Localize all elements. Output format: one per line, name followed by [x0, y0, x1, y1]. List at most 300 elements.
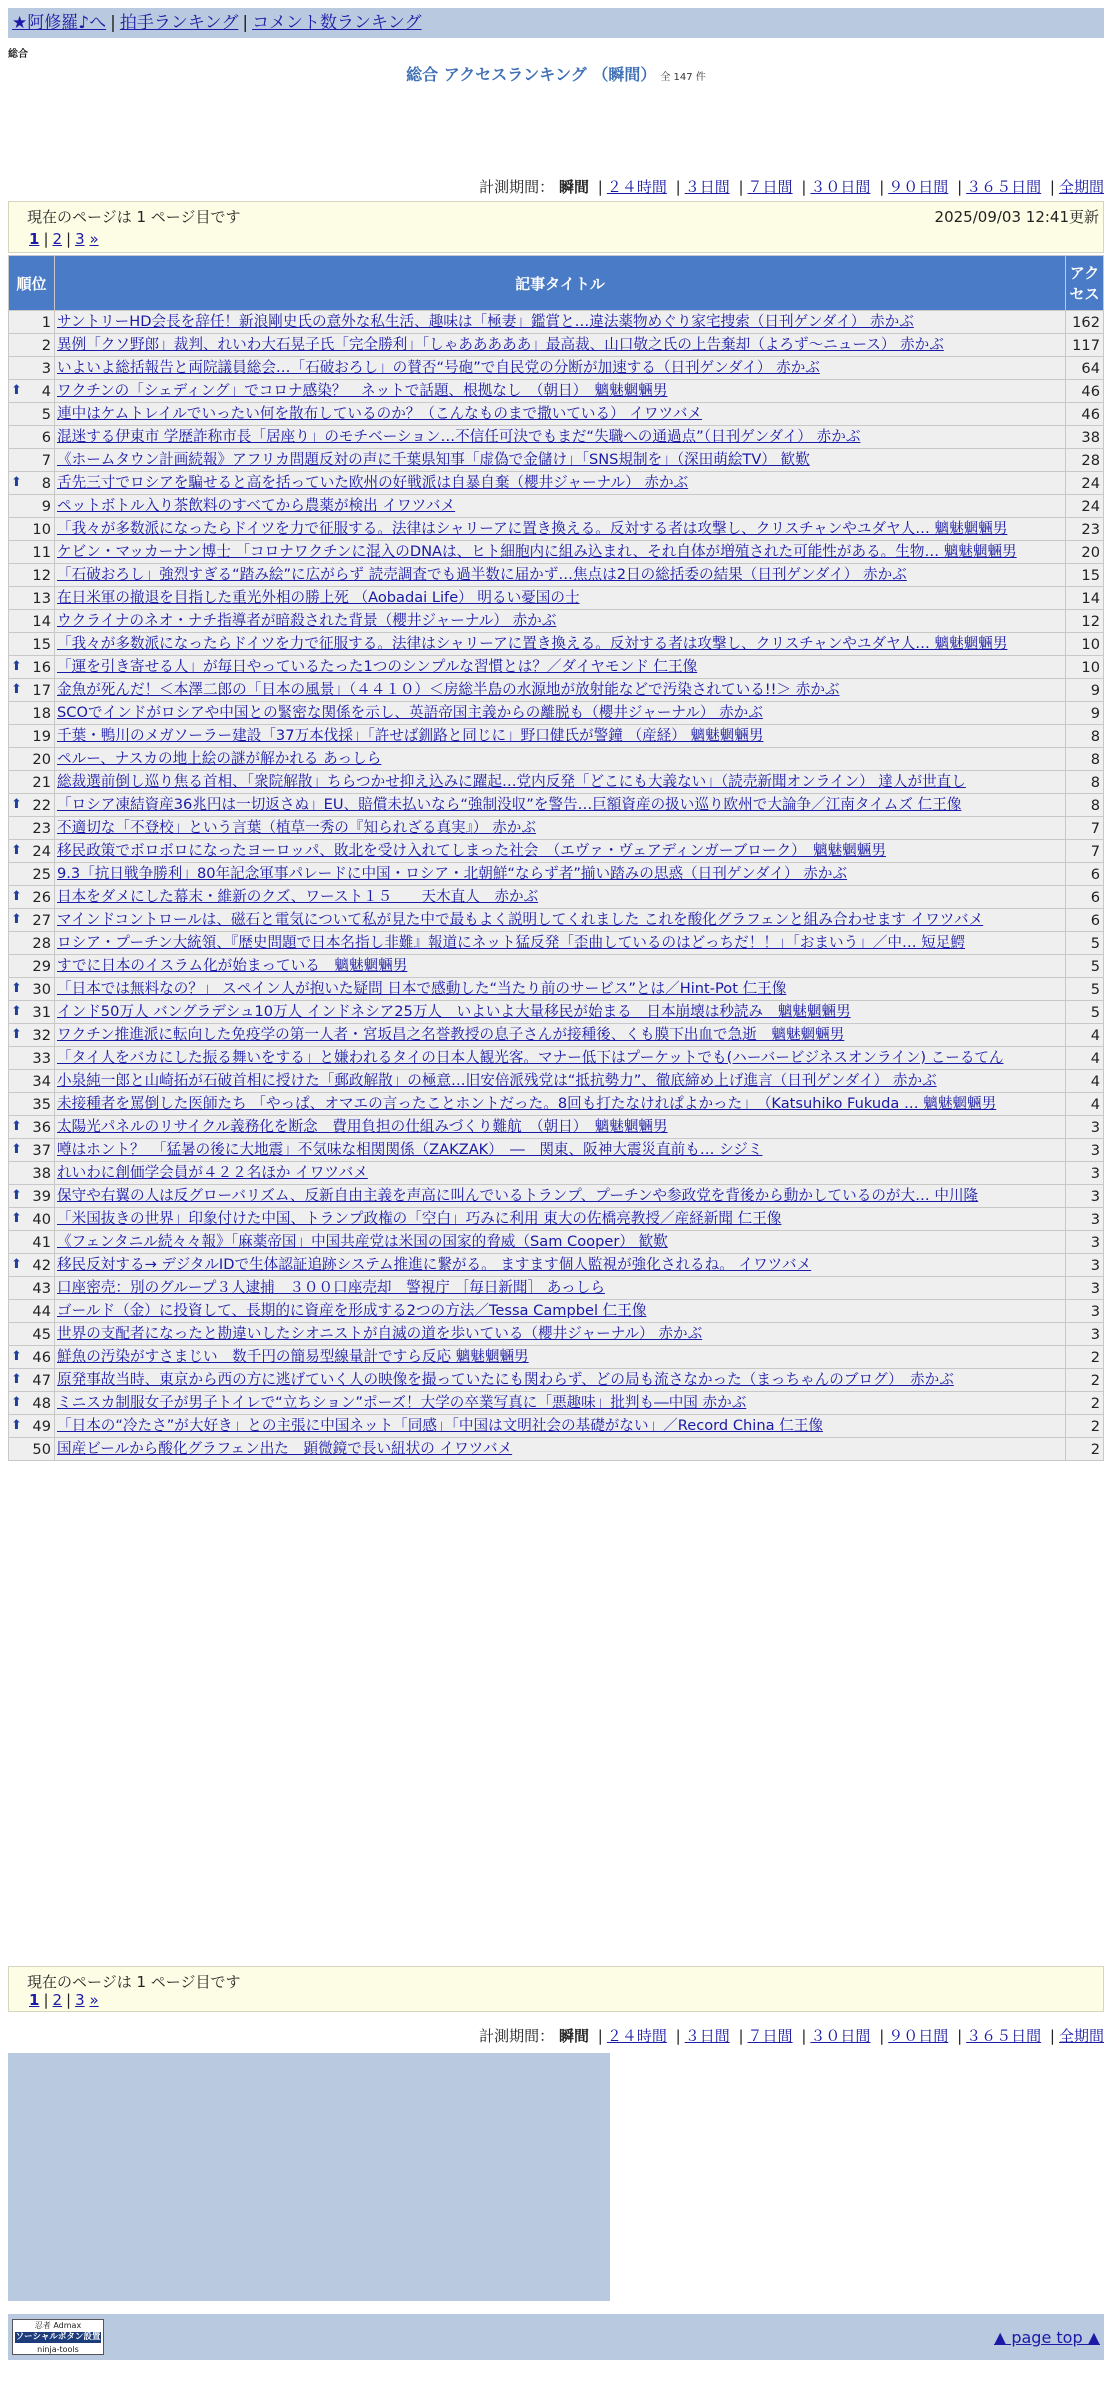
article-link[interactable]: 「米国抜きの世界」印象付けた中国、トランプ政権の「空白」巧みに利用 東大の佐橋亮教授／産経新聞 仁王像 — [57, 1210, 782, 1227]
period-separator: | — [597, 178, 603, 196]
rank-number: 39 — [32, 1187, 51, 1205]
title-cell — [55, 1116, 1066, 1139]
table-row — [9, 886, 1104, 909]
article-link[interactable]: ゴールド（金）に投資して、長期的に資産を形成する2つの方法／Tessa Campbel 仁王像 — [57, 1302, 647, 1319]
rank-number: 38 — [32, 1164, 51, 1182]
total-count: 全 147 件 — [660, 72, 706, 83]
period-separator: | — [597, 2027, 603, 2045]
rank-cell — [9, 771, 55, 794]
title-cell — [55, 357, 1066, 380]
access-count: 7 — [1066, 817, 1104, 840]
rank-cell — [9, 748, 55, 771]
table-row — [9, 1438, 1104, 1461]
title-cell — [55, 311, 1066, 334]
rank-cell — [9, 495, 55, 518]
rank-number: 11 — [32, 543, 51, 561]
article-link[interactable]: 異例「クソ野郎」裁判、れいわ大石晃子氏「完全勝利」「しゃあああああ」最高裁、山口敬之氏の上告棄却（よろず〜ニュース） 赤かぶ — [57, 336, 944, 353]
table-row — [9, 794, 1104, 817]
rank-cell — [9, 633, 55, 656]
access-count: 12 — [1066, 610, 1104, 633]
rank-number: 14 — [32, 612, 51, 630]
access-count: 15 — [1066, 564, 1104, 587]
article-link[interactable]: 移民政策でボロボロになったヨーロッパ、敗北を受け入れてしまった社会 （エヴァ・ヴェアディンガーブローク） 魑魅魍魎男 — [57, 842, 886, 859]
rank-cell — [9, 1024, 55, 1047]
access-count: 9 — [1066, 679, 1104, 702]
rank-up-arrow-icon: ⬆ — [11, 1210, 22, 1226]
article-link[interactable]: 舌先三寸でロシアを騙せると高を括っていた欧州の好戦派は自暴自棄（櫻井ジャーナル） 赤かぶ — [57, 474, 689, 491]
title-cell — [55, 702, 1066, 725]
top-nav-bar — [8, 8, 1104, 38]
rank-cell — [9, 311, 55, 334]
access-count: 3 — [1066, 1277, 1104, 1300]
article-link[interactable]: 「我々が多数派になったらドイツを力で征服する。法律はシャリーアに置き換える。反対する者は攻撃し、クリスチャンやユダヤ人… 魑魅魍魎男 — [57, 520, 1008, 537]
rank-cell — [9, 610, 55, 633]
article-link[interactable]: サントリーHD会長を辞任！新浪剛史氏の意外な私生活、趣味は「極妻」鑑賞と…違法薬物めぐり家宅捜索（日刊ゲンダイ） 赤かぶ — [57, 313, 914, 330]
rank-number: 27 — [32, 911, 51, 929]
rank-number: 35 — [32, 1095, 51, 1113]
access-count: 7 — [1066, 840, 1104, 863]
article-link[interactable]: SCOでインドがロシアや中国との緊密な関係を示し、英語帝国主義からの離脱も（櫻井ジャーナル） 赤かぶ — [57, 704, 763, 721]
rank-cell — [9, 472, 55, 495]
access-count: 8 — [1066, 725, 1104, 748]
access-count: 4 — [1066, 1070, 1104, 1093]
rank-cell — [9, 334, 55, 357]
title-cell — [55, 1323, 1066, 1346]
rank-number: 6 — [41, 428, 51, 446]
period-current: 瞬間 — [558, 178, 589, 196]
period-link-365d[interactable]: ３６５日間 — [966, 178, 1042, 196]
rank-number: 23 — [32, 819, 51, 837]
rank-up-arrow-icon: ⬆ — [11, 474, 22, 490]
table-row — [9, 472, 1104, 495]
rank-cell — [9, 840, 55, 863]
rank-cell — [9, 679, 55, 702]
rank-number: 33 — [32, 1049, 51, 1067]
article-link[interactable]: 世界の支配者になったと勘違いしたシオニストが自滅の道を歩いている（櫻井ジャーナル） 赤かぶ — [57, 1325, 703, 1342]
access-count: 38 — [1066, 426, 1104, 449]
title-cell — [55, 380, 1066, 403]
article-link[interactable]: 「石破おろし」強烈すぎる“踏み絵”に広がらず 読売調査でも過半数に届かず…焦点は2日の総括委の結果（日刊ゲンダイ） 赤かぶ — [57, 566, 907, 583]
access-count: 24 — [1066, 472, 1104, 495]
table-row — [9, 1001, 1104, 1024]
pager-separator: | — [43, 230, 49, 248]
page-3-link[interactable]: 3 — [75, 230, 85, 248]
rank-number: 43 — [32, 1279, 51, 1297]
article-link[interactable]: ワクチンの「シェディング」でコロナ感染？ ネットで話題、根拠なし （朝日） 魑魅魍魎男 — [57, 382, 668, 399]
table-row — [9, 1254, 1104, 1277]
title-cell — [55, 1024, 1066, 1047]
article-link[interactable]: 「タイ人をバカにした振る舞いをする」と嫌われるタイの日本人観光客。マナー低下はプーケットでも(ハーバービジネスオンライン) こーるてん — [57, 1049, 1004, 1066]
table-row — [9, 863, 1104, 886]
article-link[interactable]: すでに日本のイスラム化が始まっている 魑魅魍魎男 — [57, 957, 408, 974]
access-count: 28 — [1066, 449, 1104, 472]
rank-cell — [9, 909, 55, 932]
article-link[interactable]: ワクチン推進派に転向した免疫学の第一人者・宮坂昌之名誉教授の息子さんが接種後、くも膜下出血で急逝 魑魅魍魎男 — [57, 1026, 845, 1043]
access-count: 24 — [1066, 495, 1104, 518]
rank-up-arrow-icon: ⬆ — [11, 911, 22, 927]
title-cell — [55, 426, 1066, 449]
rank-number: 15 — [32, 635, 51, 653]
rank-number: 26 — [32, 888, 51, 906]
page-info-top — [8, 201, 1104, 253]
title-column-header: 記事タイトル — [55, 256, 1066, 311]
period-link-all[interactable]: 全期間 — [1058, 2027, 1104, 2045]
article-link[interactable]: ペットボトル入り茶飲料のすべてから農薬が検出 イワツバメ — [57, 497, 456, 514]
title-cell — [55, 1438, 1066, 1461]
table-row — [9, 380, 1104, 403]
article-link[interactable]: マインドコントロールは、磁石と電気について私が見た中で最もよく説明してくれました これを酸化グラフェンと組み合わせます イワツバメ — [57, 911, 984, 928]
rank-cell — [9, 1116, 55, 1139]
period-selector-bottom — [479, 2025, 1104, 2046]
title-cell — [55, 564, 1066, 587]
article-link[interactable]: ウクライナのネオ・ナチ指導者が暗殺された背景（櫻井ジャーナル） 赤かぶ — [57, 612, 557, 629]
rank-number: 7 — [41, 451, 51, 469]
access-count: 8 — [1066, 794, 1104, 817]
article-link[interactable]: ペルー、ナスカの地上絵の謎が解かれる あっしら — [57, 750, 382, 767]
article-link[interactable]: 噂はホント？ 「猛暑の後に大地震」不気味な相関関係（ZAKZAK） ― 関東、阪神大震災直前も… シジミ — [57, 1141, 763, 1158]
pager-top — [29, 230, 99, 248]
rank-up-arrow-icon: ⬆ — [11, 1026, 22, 1042]
access-count: 64 — [1066, 357, 1104, 380]
article-link[interactable]: 「日本の“冷たさ”が大好き」との主張に中国ネット「同感」「中国は文明社会の基礎がない」／Record China 仁王像 — [57, 1417, 823, 1434]
access-count: 3 — [1066, 1208, 1104, 1231]
period-separator: | — [879, 178, 885, 196]
access-count: 5 — [1066, 1001, 1104, 1024]
rank-cell — [9, 1162, 55, 1185]
access-count: 162 — [1066, 311, 1104, 334]
title-cell — [55, 495, 1066, 518]
title-cell — [55, 1093, 1066, 1116]
rank-up-arrow-icon: ⬆ — [11, 681, 22, 697]
article-link[interactable]: ケビン・マッカーナン博士 「コロナワクチンに混入のDNAは、ヒト細胞内に組み込まれ、それ自体が増殖された可能性がある。生物… 魑魅魍魎男 — [57, 543, 1017, 560]
rank-number: 25 — [32, 865, 51, 883]
ranking-table-body — [9, 311, 1104, 1461]
rank-number: 45 — [32, 1325, 51, 1343]
table-row — [9, 587, 1104, 610]
rank-number: 47 — [32, 1371, 51, 1389]
rank-number: 9 — [41, 497, 51, 515]
home-link[interactable]: ★阿修羅♪へ — [12, 13, 107, 33]
article-link[interactable]: 不適切な「不登校」という言葉（植草一秀の『知られざる真実』） 赤かぶ — [57, 819, 536, 836]
period-link-24h[interactable]: ２４時間 — [606, 178, 667, 196]
period-link-30d[interactable]: ３０日間 — [810, 178, 871, 196]
pager-separator: | — [43, 1991, 49, 2009]
table-row — [9, 978, 1104, 1001]
article-link[interactable]: 「我々が多数派になったらドイツを力で征服する。法律はシャリーアに置き換える。反対する者は攻撃し、クリスチャンやユダヤ人… 魑魅魍魎男 — [57, 635, 1008, 652]
access-count: 5 — [1066, 932, 1104, 955]
rank-up-arrow-icon: ⬆ — [11, 1348, 22, 1364]
next-page-link[interactable]: » — [89, 1991, 99, 2009]
rank-cell — [9, 1093, 55, 1116]
rank-number: 17 — [32, 681, 51, 699]
rank-number: 34 — [32, 1072, 51, 1090]
table-row — [9, 1392, 1104, 1415]
period-separator: | — [738, 178, 744, 196]
period-separator: | — [675, 178, 681, 196]
rank-cell — [9, 886, 55, 909]
access-count: 2 — [1066, 1392, 1104, 1415]
table-row — [9, 955, 1104, 978]
access-count: 3 — [1066, 1116, 1104, 1139]
rank-number: 5 — [41, 405, 51, 423]
rank-cell — [9, 1346, 55, 1369]
title-cell — [55, 1070, 1066, 1093]
article-link[interactable]: 混迷する伊東市 学歴詐称市長「居座り」のモチベーション…不信任可決でもまだ“失職への通過点”（日刊ゲンダイ） 赤かぶ — [57, 428, 861, 445]
access-count: 46 — [1066, 380, 1104, 403]
comment-ranking-link[interactable]: コメント数ランキング — [252, 13, 422, 33]
rank-number: 16 — [32, 658, 51, 676]
rank-cell — [9, 1300, 55, 1323]
rank-up-arrow-icon: ⬆ — [11, 842, 22, 858]
rank-number: 21 — [32, 773, 51, 791]
article-link[interactable]: 鮮魚の汚染がすさまじい 数千円の簡易型線量計ですら反応 魑魅魍魎男 — [57, 1348, 529, 1365]
period-separator: | — [957, 2027, 963, 2045]
title-cell — [55, 1001, 1066, 1024]
access-count: 10 — [1066, 633, 1104, 656]
period-separator: | — [801, 178, 807, 196]
rank-up-arrow-icon: ⬆ — [11, 382, 22, 398]
article-link[interactable]: 太陽光パネルのリサイクル義務化を断念 費用負担の仕組みづくり難航 （朝日） 魑魅魍魎男 — [57, 1118, 668, 1135]
rank-number: 40 — [32, 1210, 51, 1228]
title-cell — [55, 932, 1066, 955]
rank-cell — [9, 1415, 55, 1438]
article-link[interactable]: 「日本では無料なの？」 スペイン人が抱いた疑問 日本で感動した“当たり前のサービス”とは／Hint-Pot 仁王像 — [57, 980, 787, 997]
period-link-24h[interactable]: ２４時間 — [606, 2027, 667, 2045]
access-count: 8 — [1066, 748, 1104, 771]
page-1-link[interactable]: 1 — [29, 1991, 40, 2009]
rank-cell — [9, 1070, 55, 1093]
title-cell — [55, 1254, 1066, 1277]
title-cell — [55, 1277, 1066, 1300]
title-cell — [55, 334, 1066, 357]
period-current: 瞬間 — [558, 2027, 589, 2045]
rank-up-arrow-icon: ⬆ — [11, 1417, 22, 1433]
access-count: 23 — [1066, 518, 1104, 541]
rank-number: 31 — [32, 1003, 51, 1021]
rank-number: 37 — [32, 1141, 51, 1159]
current-page-text: 現在のページは 1 ページ目です — [27, 1973, 241, 1991]
access-count: 3 — [1066, 1162, 1104, 1185]
period-separator: | — [957, 178, 963, 196]
article-link[interactable]: 原発事故当時、東京から西の方に逃げていく人の映像を撮っていたにも関わらず、どの局も流さなかった（まっちゃんのブログ） 赤かぶ — [57, 1371, 954, 1388]
rank-cell — [9, 426, 55, 449]
access-count: 117 — [1066, 334, 1104, 357]
table-row — [9, 1139, 1104, 1162]
access-count: 6 — [1066, 863, 1104, 886]
page-info-bottom — [8, 1966, 1104, 2012]
ninja-badge-top: 忍者 Admax — [34, 2321, 82, 2330]
title-cell — [55, 817, 1066, 840]
table-row — [9, 817, 1104, 840]
access-count: 3 — [1066, 1231, 1104, 1254]
rank-cell — [9, 541, 55, 564]
article-link[interactable]: 国産ビールから酸化グラフェン出た 顕微鏡で長い紐状の イワツバメ — [57, 1440, 513, 1457]
access-count: 3 — [1066, 1300, 1104, 1323]
period-link-30d[interactable]: ３０日間 — [810, 2027, 871, 2045]
article-link[interactable]: 《フェンタニル続々々報》「麻薬帝国」中国共産党は米国の国家的脅威（Sam Cooper） 歓歎 — [57, 1233, 668, 1250]
title-cell — [55, 978, 1066, 1001]
period-link-3d[interactable]: ３日間 — [684, 2027, 730, 2045]
rank-cell — [9, 725, 55, 748]
rank-up-arrow-icon: ⬆ — [11, 1394, 22, 1410]
rank-cell — [9, 380, 55, 403]
article-link[interactable]: 千葉・鴨川のメガソーラー建設「37万本伐採」「許せば釧路と同じに」野口健氏が警鐘 （産経） 魑魅魍魎男 — [57, 727, 764, 744]
rank-number: 30 — [32, 980, 51, 998]
rank-up-arrow-icon: ⬆ — [11, 1141, 22, 1157]
rank-up-arrow-icon: ⬆ — [11, 888, 22, 904]
title-cell — [55, 748, 1066, 771]
rank-column-header: 順位 — [9, 256, 55, 311]
rank-number: 28 — [32, 934, 51, 952]
article-link[interactable]: いよいよ総括報告と両院議員総会…「石破おろし」の賛否“号砲”で自民党の分断が加速する（日刊ゲンダイ） 赤かぶ — [57, 359, 820, 376]
title-cell — [55, 909, 1066, 932]
rank-cell — [9, 1231, 55, 1254]
title-cell — [55, 1185, 1066, 1208]
next-page-link[interactable]: » — [89, 230, 99, 248]
rank-cell — [9, 1185, 55, 1208]
rank-number: 20 — [32, 750, 51, 768]
period-link-7d[interactable]: ７日間 — [747, 2027, 793, 2045]
title-cell — [55, 771, 1066, 794]
access-count: 5 — [1066, 978, 1104, 1001]
article-link[interactable]: 「ロシア凍結資産36兆円は一切返さぬ」EU、賠償未払いなら“強制没収”を警告…巨額資産の扱い巡り欧州で大論争／江南タイムズ 仁王像 — [57, 796, 962, 813]
table-row — [9, 702, 1104, 725]
table-row — [9, 334, 1104, 357]
table-row — [9, 771, 1104, 794]
page-3-link[interactable]: 3 — [75, 1991, 85, 2009]
article-link[interactable]: 口座密売：別のグループ３人逮捕 ３００口座売却 警視庁 ［毎日新聞］ あっしら — [57, 1279, 605, 1296]
title-cell — [55, 403, 1066, 426]
table-row — [9, 495, 1104, 518]
access-count: 5 — [1066, 955, 1104, 978]
article-link[interactable]: 在日米軍の撤退を目指した重光外相の勝上死 （Aobadai Life） 明るい憂国の士 — [57, 589, 580, 606]
access-count: 4 — [1066, 1047, 1104, 1070]
table-row — [9, 1024, 1104, 1047]
rank-number: 36 — [32, 1118, 51, 1136]
rank-cell — [9, 518, 55, 541]
nav-separator: | — [242, 13, 249, 33]
table-row — [9, 1162, 1104, 1185]
rank-number: 44 — [32, 1302, 51, 1320]
rank-number: 42 — [32, 1256, 51, 1274]
title-cell — [55, 1162, 1066, 1185]
rank-cell — [9, 978, 55, 1001]
article-link[interactable]: 保守や右翼の人は反グローバリズム、反新自由主義を声高に叫んでいるトランプ、プーチンや参政党を背後から動かしているのが大… 中川隆 — [57, 1187, 979, 1204]
table-row — [9, 518, 1104, 541]
article-link[interactable]: 移民反対する→ デジタルIDで生体認証追跡システム推進に繋がる。 ますます個人監視が強化されるね。 イワツバメ — [57, 1256, 812, 1273]
article-link[interactable]: 《ホームタウン計画続報》アフリカ問題反対の声に千葉県知事「虚偽で金儲け」「SNS規制を」（深田萌絵TV） 歓歎 — [57, 451, 810, 468]
rank-cell — [9, 564, 55, 587]
article-link[interactable]: 9.3「抗日戦争勝利」80年記念軍事パレードに中国・ロシア・北朝鮮“ならず者”揃い踏みの思惑（日刊ゲンダイ） 赤かぶ — [57, 865, 848, 882]
article-link[interactable]: 未接種者を罵倒した医師たち 「やっぱ、オマエの言ったことホントだった。8回も打たなけれぱよかった」 （Katsuhiko Fukuda … 魑魅魍魎男 — [57, 1095, 997, 1112]
page-2-link[interactable]: 2 — [52, 1991, 63, 2009]
article-link[interactable]: 連中はケムトレイルでいったい何を散布しているのか？（こんなものまで撒いている） イワツバメ — [57, 405, 703, 422]
period-link-7d[interactable]: ７日間 — [747, 178, 793, 196]
period-link-90d[interactable]: ９０日間 — [888, 2027, 949, 2045]
title-cell — [55, 955, 1066, 978]
rank-up-arrow-icon: ⬆ — [11, 980, 22, 996]
table-row — [9, 1093, 1104, 1116]
rank-up-arrow-icon: ⬆ — [11, 1371, 22, 1387]
rank-number: 4 — [41, 382, 51, 400]
title-cell — [55, 449, 1066, 472]
period-separator: | — [1049, 178, 1055, 196]
period-label: 計測期間： — [479, 178, 555, 196]
article-link[interactable]: 金魚が死んだ！＜本澤二郎の「日本の風景」（４４１０）＜房総半島の水源地が放射能などで汚染されている!!＞ 赤かぶ — [57, 681, 840, 698]
rank-cell — [9, 1208, 55, 1231]
access-count: 10 — [1066, 656, 1104, 679]
rank-up-arrow-icon: ⬆ — [11, 658, 22, 674]
rank-number: 12 — [32, 566, 51, 584]
rank-number: 10 — [32, 520, 51, 538]
updated-timestamp: 2025/09/03 12:41更新 — [934, 208, 1099, 226]
rank-number: 29 — [32, 957, 51, 975]
article-link[interactable]: れいわに創価学会員が４２２名ほか イワツバメ — [57, 1164, 368, 1181]
table-row — [9, 840, 1104, 863]
article-link[interactable]: 「運を引き寄せる人」が毎日やっているたった1つのシンプルな習慣とは？／ダイヤモンド 仁王像 — [57, 658, 698, 675]
period-separator: | — [675, 2027, 681, 2045]
ranking-table — [8, 255, 1104, 1461]
title-cell — [55, 656, 1066, 679]
table-row — [9, 564, 1104, 587]
page-top-link[interactable]: ▲ page top ▲ — [993, 2328, 1100, 2347]
title-cell — [55, 840, 1066, 863]
table-row — [9, 909, 1104, 932]
period-link-365d[interactable]: ３６５日間 — [966, 2027, 1042, 2045]
access-count: 3 — [1066, 1254, 1104, 1277]
period-link-all[interactable]: 全期間 — [1058, 178, 1104, 196]
rank-cell — [9, 1323, 55, 1346]
article-link[interactable]: 総裁選前倒し巡り焦る首相、「衆院解散」ちらつかせ抑え込みに躍起…党内反発「どこにも大義ない」（読売新聞オンライン） 達人が世直し — [57, 773, 966, 790]
article-link[interactable]: ミニスカ制服女子が男子トイレで“立ちション”ポーズ！大学の卒業写真に「悪趣味」批判も―中国 赤かぶ — [57, 1394, 747, 1411]
access-count: 3 — [1066, 1139, 1104, 1162]
access-count: 46 — [1066, 403, 1104, 426]
access-column-header: アクセス — [1066, 256, 1104, 311]
table-row — [9, 1185, 1104, 1208]
article-link[interactable]: 日本をダメにした幕末・維新のクズ、ワースト１５ 天木直人 赤かぶ — [57, 888, 539, 905]
table-row — [9, 311, 1104, 334]
page-1-link[interactable]: 1 — [29, 230, 40, 248]
nav-separator: | — [110, 13, 116, 33]
ninja-tools-social-button[interactable] — [12, 2319, 104, 2355]
article-link[interactable]: インド50万人 バングラデシュ10万人 インドネシア25万人 いよいよ大量移民が始まる 日本崩壊は秒読み 魑魅魍魎男 — [57, 1003, 851, 1020]
table-row — [9, 1300, 1104, 1323]
clap-ranking-link[interactable]: 拍手ランキング — [119, 13, 239, 33]
rank-cell — [9, 1047, 55, 1070]
rank-cell — [9, 357, 55, 380]
title-cell — [55, 1346, 1066, 1369]
rank-up-arrow-icon: ⬆ — [11, 1118, 22, 1134]
table-row — [9, 357, 1104, 380]
table-header-row — [9, 256, 1104, 311]
ninja-badge-mid: ソーシャルボタン設置 — [15, 2332, 101, 2342]
title-cell — [55, 1392, 1066, 1415]
period-link-90d[interactable]: ９０日間 — [888, 178, 949, 196]
period-link-3d[interactable]: ３日間 — [684, 178, 730, 196]
ad-placeholder — [8, 2053, 610, 2301]
current-page-text: 現在のページは 1 ページ目です — [27, 208, 241, 226]
rank-cell — [9, 955, 55, 978]
table-row — [9, 1208, 1104, 1231]
title-cell — [55, 1139, 1066, 1162]
article-link[interactable]: 小泉純一郎と山崎拓が石破首相に授けた「郵政解散」の極意…旧安倍派残党は“抵抗勢力”、徹底締め上げ進言（日刊ゲンダイ） 赤かぶ — [57, 1072, 937, 1089]
access-count: 3 — [1066, 1185, 1104, 1208]
rank-cell — [9, 932, 55, 955]
article-link[interactable]: ロシア・プーチン大統領、『歴史問題で日本名指し非難』報道にネット猛反発「歪曲しているのはどっちだ！！」「おまいう」／中… 短足鰐 — [57, 934, 965, 951]
page-2-link[interactable]: 2 — [52, 230, 63, 248]
table-row — [9, 748, 1104, 771]
rank-up-arrow-icon: ⬆ — [11, 1187, 22, 1203]
